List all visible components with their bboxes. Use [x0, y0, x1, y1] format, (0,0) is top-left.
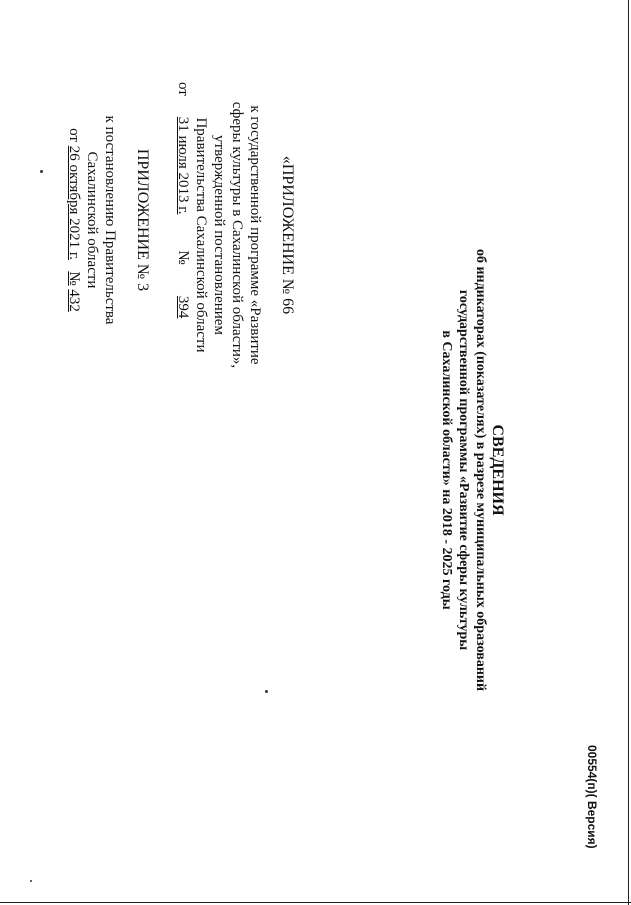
appendix-3-line2: Сахалинской области [84, 151, 100, 289]
svedeniya-heading: СВЕДЕНИЯ [489, 424, 506, 516]
svedeniya-line2: государственной программы «Развитие сферы культуры [456, 289, 471, 651]
appendix-66-date-line [174, 70, 192, 400]
appendix-66-line3: утвержденной постановлением [211, 135, 227, 335]
appendix-66-number-prefix: № [175, 250, 191, 265]
appendix-66-date: 31 июля 2013 г. [175, 116, 191, 215]
appendix-3-line1: к постановлению Правительства [102, 115, 118, 325]
document-code: 00554(п)( Версия) [585, 745, 599, 849]
appendix-3-date: 26 октября 2021 г. [66, 145, 82, 261]
svedeniya-line1: об индикаторах (показателях) в разрезе муниципальных образований [473, 248, 488, 692]
appendix-66-number: 394 [175, 295, 191, 319]
appendix-66-title: «ПРИЛОЖЕНИЕ № 66 [279, 155, 296, 315]
svedeniya-line3: в Сахалинской области» на 2018 - 2025 годы [439, 330, 454, 610]
appendix-3-block [65, 70, 151, 370]
appendix-3-date-line [65, 70, 83, 370]
appendix-66-line1: к государственной программе «Развитие [247, 105, 263, 365]
appendix-3-number-prefix: № [66, 271, 82, 286]
appendix-3-date-prefix: от [66, 128, 82, 142]
appendix-66-line4: Правительства Сахалинской области [193, 117, 209, 353]
appendix-66-date-prefix: от [175, 82, 191, 96]
appendix-3-number: 432 [66, 289, 82, 312]
appendix-66-block [174, 70, 296, 400]
appendix-66-line2: сферы культуры в Сахалинской области», [229, 101, 245, 369]
appendix-3-title: ПРИЛОЖЕНИЕ № 3 [134, 148, 151, 292]
svedeniya-block [438, 190, 506, 750]
